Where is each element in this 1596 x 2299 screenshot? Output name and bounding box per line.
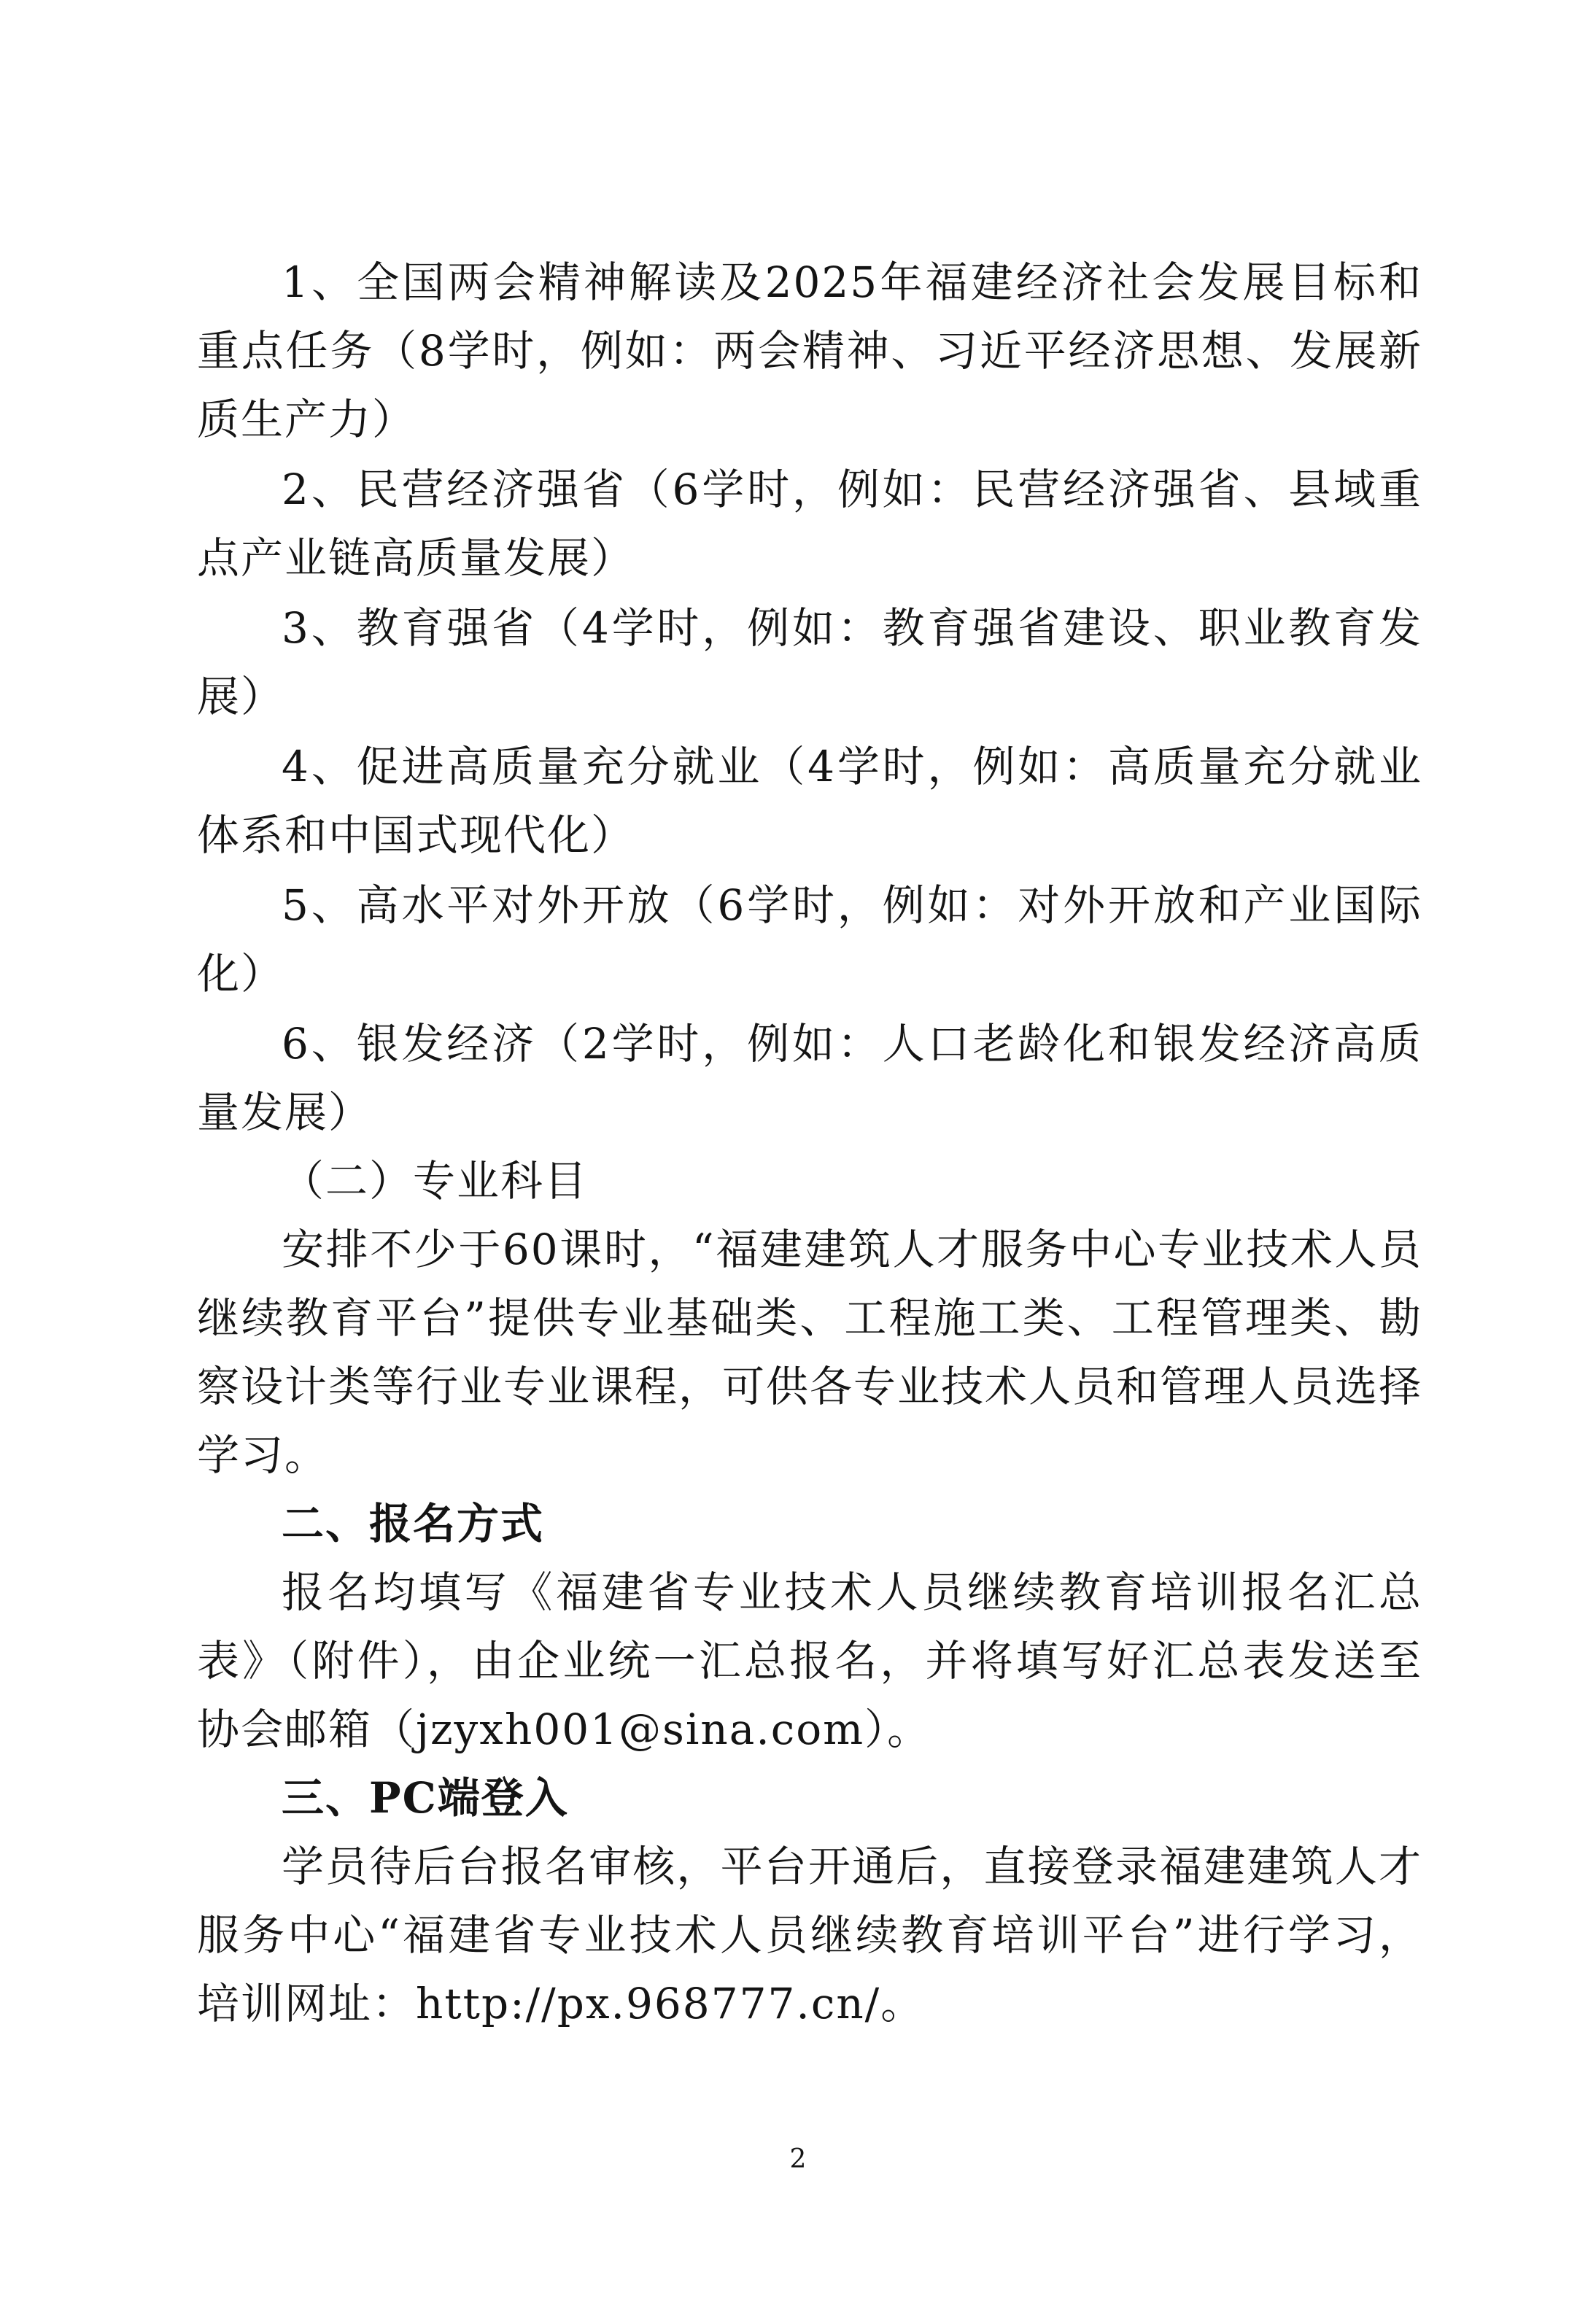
page-number: 2 <box>789 2144 807 2174</box>
section-heading-registration: 二、报名方式 <box>282 1499 545 1548</box>
section-body-login: 学员待后台报名审核，平台开通后，直接登录福建建筑人才服务中心“福建省专业技术人员继续教育培训平台”进行学习，培训网址：http://px.968777.cn/。 <box>197 1842 1422 2028</box>
list-item: 2、民营经济强省（6学时，例如：民营经济强省、县域重点产业链高质量发展） <box>197 465 1422 583</box>
list-item: 3、教育强省（4学时，例如：教育强省建设、职业教育发展） <box>197 603 1422 721</box>
section-heading-professional: （二）专业科目 <box>282 1156 589 1206</box>
section-body-registration: 报名均填写《福建省专业技术人员继续教育培训报名汇总表》（附件），由企业统一汇总报名，并将填写好汇总表发送至协会邮箱（jzyxh001@sina.com）。 <box>197 1567 1422 1754</box>
section-heading-login: 三、PC端登入 <box>282 1773 569 1823</box>
list-item: 6、银发经济（2学时，例如：人口老龄化和银发经济高质量发展） <box>197 1019 1422 1137</box>
document-body <box>197 248 1422 2038</box>
section-body-professional: 安排不少于60课时，“福建建筑人才服务中心专业技术人员继续教育平台”提供专业基础类、工程施工类、工程管理类、勘察设计类等行业专业课程，可供各专业技术人员和管理人员选择学习。 <box>197 1225 1423 1480</box>
list-item: 1、全国两会精神解读及2025年福建经济社会发展目标和重点任务（8学时，例如：两会精神、习近平经济思想、发展新质生产力） <box>197 257 1422 444</box>
list-item: 4、促进高质量充分就业（4学时，例如：高质量充分就业体系和中国式现代化） <box>197 742 1422 860</box>
list-item: 5、高水平对外开放（6学时，例如：对外开放和产业国际化） <box>197 880 1422 999</box>
